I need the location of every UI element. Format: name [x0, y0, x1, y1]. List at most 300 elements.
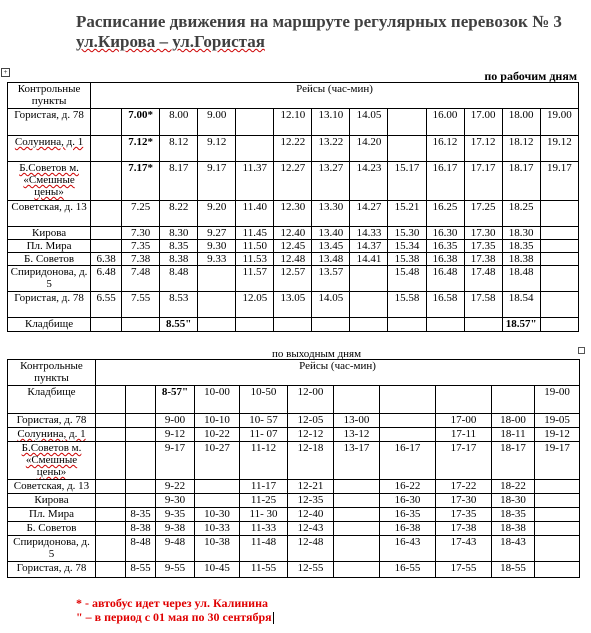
stop-name-cell: [8, 442, 96, 480]
time-cell: 7.25: [122, 201, 160, 227]
time-cell: 9.00: [198, 109, 236, 136]
table-row: [8, 494, 580, 508]
time-cell: 9-00: [156, 414, 195, 428]
table-row: [8, 109, 579, 136]
time-cell: 18.35: [502, 240, 540, 253]
stop-name-cell: [8, 508, 96, 522]
time-cell: 16.12: [426, 136, 464, 162]
stop-name: Кладбище: [27, 386, 76, 398]
time-cell: [236, 318, 274, 332]
time-cell: 9-17: [156, 442, 195, 480]
time-cell: 12-40: [288, 508, 334, 522]
title-line-1: Расписание движения на маршруте регулярных перевозок № 3: [76, 12, 562, 31]
time-cell: 16.25: [426, 201, 464, 227]
time-cell: [126, 442, 156, 480]
time-cell: 18-30: [492, 494, 535, 508]
table-row: [8, 428, 580, 442]
time-cell: 8.35: [160, 240, 198, 253]
time-cell: [96, 522, 126, 536]
time-cell: [334, 562, 380, 578]
weekday-caption: по рабочим дням: [484, 69, 577, 83]
time-cell: 14.33: [350, 227, 388, 240]
time-cell: [380, 428, 436, 442]
time-cell: 16.35: [426, 240, 464, 253]
time-cell: [91, 109, 122, 136]
table-row: [8, 522, 580, 536]
time-cell: [195, 494, 240, 508]
time-cell: 15.38: [388, 253, 426, 266]
time-cell: 13.57: [312, 266, 350, 292]
time-cell: 7.12*: [122, 136, 160, 162]
time-cell: 12.22: [274, 136, 312, 162]
time-cell: 9.30: [198, 240, 236, 253]
time-cell: 17-00: [436, 414, 492, 428]
time-cell: [535, 536, 580, 562]
time-cell: 12-35: [288, 494, 334, 508]
weekend-caption: по выходным дням: [272, 348, 362, 360]
table-row: [8, 292, 579, 318]
time-cell: 17-30: [436, 494, 492, 508]
time-cell: [91, 201, 122, 227]
time-cell: 11.50: [236, 240, 274, 253]
time-cell: [380, 414, 436, 428]
time-cell: [126, 480, 156, 494]
table-resize-handle-icon[interactable]: [578, 347, 585, 354]
time-cell: [350, 266, 388, 292]
time-cell: 17.30: [464, 227, 502, 240]
time-cell: 17.48: [464, 266, 502, 292]
table-row: [8, 562, 580, 578]
time-cell: 18-35: [492, 508, 535, 522]
table-row: [8, 414, 580, 428]
stop-name-cell: [8, 522, 96, 536]
time-cell: [126, 494, 156, 508]
time-cell: [334, 522, 380, 536]
time-cell: [388, 136, 426, 162]
time-cell: [126, 386, 156, 414]
time-cell: 19-12: [535, 428, 580, 442]
time-cell: [334, 508, 380, 522]
time-cell: [540, 227, 578, 240]
stop-name-cell: [8, 480, 96, 494]
time-cell: 12-43: [288, 522, 334, 536]
time-cell: 16-55: [380, 562, 436, 578]
time-cell: [198, 318, 236, 332]
time-cell: 7.30: [122, 227, 160, 240]
footnote-quote-text: " – в период с 01 мая по 30 сентября: [76, 610, 272, 624]
time-cell: [198, 292, 236, 318]
time-cell: 13.30: [312, 201, 350, 227]
time-cell: [96, 442, 126, 480]
time-cell: 13.27: [312, 162, 350, 201]
time-cell: 18-11: [492, 428, 535, 442]
time-cell: 11-12: [240, 442, 288, 480]
table-row: [8, 227, 579, 240]
stop-name: Спиридонова, д. 5: [13, 536, 90, 560]
footnote-quote: [76, 610, 274, 625]
time-cell: 17-38: [436, 522, 492, 536]
time-cell: 18.00: [502, 109, 540, 136]
time-cell: 7.17*: [122, 162, 160, 201]
stop-name: Гористая, д. 78: [14, 292, 84, 304]
time-cell: 7.00*: [122, 109, 160, 136]
time-cell: 17.17: [464, 162, 502, 201]
time-cell: 18.12: [502, 136, 540, 162]
stop-name-cell: [8, 240, 91, 253]
time-cell: [91, 227, 122, 240]
stop-name: Гористая, д. 78: [16, 414, 87, 426]
time-cell: 8.30: [160, 227, 198, 240]
time-cell: 14.23: [350, 162, 388, 201]
time-cell: 19.00: [540, 109, 578, 136]
stop-name-cell: [8, 536, 96, 562]
time-cell: [195, 480, 240, 494]
time-cell: 11.40: [236, 201, 274, 227]
table-row: [8, 480, 580, 494]
time-cell: [96, 386, 126, 414]
stop-name-cell: [8, 414, 96, 428]
stop-name-cell: [8, 494, 96, 508]
table-row: [8, 162, 579, 201]
table-row: [8, 536, 580, 562]
time-cell: 18-43: [492, 536, 535, 562]
header-trips: Рейсы (час-мин): [96, 360, 580, 386]
time-cell: [91, 318, 122, 332]
weekday-schedule-table: [7, 82, 579, 332]
time-cell: 16.17: [426, 162, 464, 201]
time-cell: 19.12: [540, 136, 578, 162]
time-cell: 9.12: [198, 136, 236, 162]
time-cell: 18-55: [492, 562, 535, 578]
time-cell: 7.48: [122, 266, 160, 292]
time-cell: 18.54: [502, 292, 540, 318]
time-cell: 7.35: [122, 240, 160, 253]
table-row: [8, 386, 580, 414]
time-cell: 10-33: [195, 522, 240, 536]
time-cell: 8.17: [160, 162, 198, 201]
time-cell: 12.05: [236, 292, 274, 318]
time-cell: 17-11: [436, 428, 492, 442]
time-cell: 12-18: [288, 442, 334, 480]
time-cell: 12.57: [274, 266, 312, 292]
time-cell: [380, 386, 436, 414]
time-cell: [91, 240, 122, 253]
table-row: [8, 266, 579, 292]
stop-name-cell: [8, 292, 91, 318]
time-cell: 12.27: [274, 162, 312, 201]
time-cell: [426, 318, 464, 332]
stop-name: Пл. Мира: [29, 508, 74, 520]
time-cell: [350, 292, 388, 318]
time-cell: 8-38: [126, 522, 156, 536]
time-cell: 13.40: [312, 227, 350, 240]
time-cell: 9-30: [156, 494, 195, 508]
time-cell: 16.00: [426, 109, 464, 136]
time-cell: 17-55: [436, 562, 492, 578]
time-cell: [540, 318, 578, 332]
time-cell: 11- 07: [240, 428, 288, 442]
time-cell: 14.37: [350, 240, 388, 253]
time-cell: 13.48: [312, 253, 350, 266]
time-cell: [535, 508, 580, 522]
stop-name: Кирова: [31, 227, 67, 239]
time-cell: 9-38: [156, 522, 195, 536]
title-line-2: ул.Кирова – ул.Гористая: [76, 32, 265, 51]
time-cell: 15.30: [388, 227, 426, 240]
stop-name: Солунина, д. 1: [14, 136, 84, 148]
stop-name: Советская, д. 13: [13, 480, 90, 492]
time-cell: 17-35: [436, 508, 492, 522]
time-cell: [535, 562, 580, 578]
time-cell: 15.21: [388, 201, 426, 227]
time-cell: 11-48: [240, 536, 288, 562]
time-cell: 13.22: [312, 136, 350, 162]
time-cell: 11-25: [240, 494, 288, 508]
time-cell: 12.10: [274, 109, 312, 136]
stop-name-cell: [8, 162, 91, 201]
time-cell: 14.05: [312, 292, 350, 318]
stop-name-cell: [8, 109, 91, 136]
time-cell: [236, 136, 274, 162]
time-cell: 18.48: [502, 266, 540, 292]
time-cell: 18-17: [492, 442, 535, 480]
time-cell: 9.20: [198, 201, 236, 227]
time-cell: [312, 318, 350, 332]
time-cell: 13-12: [334, 428, 380, 442]
time-cell: 15.17: [388, 162, 426, 201]
time-cell: 16-30: [380, 494, 436, 508]
time-cell: 9-35: [156, 508, 195, 522]
footnote-asterisk: * - автобус идет через ул. Калинина: [76, 596, 269, 610]
time-cell: [96, 428, 126, 442]
time-cell: 18-38: [492, 522, 535, 536]
stop-name-cell: [8, 428, 96, 442]
time-cell: 16.38: [426, 253, 464, 266]
time-cell: [492, 386, 535, 414]
time-cell: [96, 480, 126, 494]
time-cell: 16-38: [380, 522, 436, 536]
time-cell: [535, 494, 580, 508]
time-cell: 12-21: [288, 480, 334, 494]
stop-name-cell: [8, 227, 91, 240]
time-cell: 14.05: [350, 109, 388, 136]
stop-name: Кладбище: [24, 318, 74, 330]
time-cell: 11.53: [236, 253, 274, 266]
stop-name-cell: [8, 318, 91, 332]
time-cell: 9.33: [198, 253, 236, 266]
time-cell: 10-10: [195, 414, 240, 428]
time-cell: [535, 480, 580, 494]
table-row: [8, 201, 579, 227]
time-cell: [334, 386, 380, 414]
time-cell: 8-57": [156, 386, 195, 414]
time-cell: 13.45: [312, 240, 350, 253]
time-cell: [96, 562, 126, 578]
table-row: [8, 136, 579, 162]
time-cell: 19.17: [540, 162, 578, 201]
time-cell: 13-00: [334, 414, 380, 428]
time-cell: [334, 480, 380, 494]
time-cell: 12.40: [274, 227, 312, 240]
time-cell: 10-45: [195, 562, 240, 578]
time-cell: 17.38: [464, 253, 502, 266]
time-cell: 9-48: [156, 536, 195, 562]
time-cell: 12-12: [288, 428, 334, 442]
stop-name: Гористая, д. 78: [14, 109, 84, 121]
time-cell: 16-22: [380, 480, 436, 494]
time-cell: 16.30: [426, 227, 464, 240]
time-cell: 15.48: [388, 266, 426, 292]
time-cell: 17.58: [464, 292, 502, 318]
time-cell: 19-00: [535, 386, 580, 414]
table-row: [8, 318, 579, 332]
stop-name: Пл. Мира: [26, 240, 72, 252]
time-cell: 9-55: [156, 562, 195, 578]
time-cell: [540, 253, 578, 266]
stop-name: Гористая, д. 78: [16, 562, 87, 574]
time-cell: [540, 201, 578, 227]
time-cell: 17-43: [436, 536, 492, 562]
time-cell: [540, 266, 578, 292]
time-cell: 14.27: [350, 201, 388, 227]
time-cell: [350, 318, 388, 332]
time-cell: [91, 162, 122, 201]
time-cell: [122, 318, 160, 332]
time-cell: 12-05: [288, 414, 334, 428]
time-cell: 9.27: [198, 227, 236, 240]
time-cell: 17-17: [436, 442, 492, 480]
time-cell: 8.00: [160, 109, 198, 136]
time-cell: 10-22: [195, 428, 240, 442]
time-cell: [96, 494, 126, 508]
stop-name-cell: [8, 201, 91, 227]
time-cell: 10-27: [195, 442, 240, 480]
stop-name: Б. Советов: [26, 522, 77, 534]
time-cell: 9.17: [198, 162, 236, 201]
stop-name: Кирова: [34, 494, 69, 506]
table-row: [8, 508, 580, 522]
time-cell: [388, 318, 426, 332]
time-cell: 18.30: [502, 227, 540, 240]
time-cell: 13.05: [274, 292, 312, 318]
table-row: [8, 253, 579, 266]
stop-name-cell: [8, 386, 96, 414]
time-cell: [96, 536, 126, 562]
time-cell: 17.00: [464, 109, 502, 136]
weekend-schedule-table: [7, 359, 580, 578]
time-cell: 10-30: [195, 508, 240, 522]
time-cell: 18.17: [502, 162, 540, 201]
time-cell: [236, 109, 274, 136]
time-cell: [540, 240, 578, 253]
stop-name: Б.Советов м. «Смешные цены»: [21, 442, 82, 478]
time-cell: 8.53: [160, 292, 198, 318]
time-cell: [96, 414, 126, 428]
time-cell: 12.48: [274, 253, 312, 266]
time-cell: [388, 109, 426, 136]
time-cell: 19-05: [535, 414, 580, 428]
time-cell: [464, 318, 502, 332]
time-cell: [198, 266, 236, 292]
time-cell: 8.12: [160, 136, 198, 162]
time-cell: [126, 428, 156, 442]
time-cell: 8-48: [126, 536, 156, 562]
time-cell: 16-43: [380, 536, 436, 562]
time-cell: [274, 318, 312, 332]
stop-name: Советская, д. 13: [11, 201, 87, 213]
time-cell: 6.48: [91, 266, 122, 292]
time-cell: 9-22: [156, 480, 195, 494]
time-cell: 10-50: [240, 386, 288, 414]
time-cell: 14.20: [350, 136, 388, 162]
time-cell: 12-55: [288, 562, 334, 578]
time-cell: 7.55: [122, 292, 160, 318]
time-cell: 16.58: [426, 292, 464, 318]
time-cell: [436, 386, 492, 414]
time-cell: [535, 522, 580, 536]
time-cell: 9-12: [156, 428, 195, 442]
time-cell: 12-48: [288, 536, 334, 562]
time-cell: [96, 508, 126, 522]
time-cell: [334, 536, 380, 562]
time-cell: 16.48: [426, 266, 464, 292]
page-title: [76, 12, 576, 52]
stop-name-cell: [8, 266, 91, 292]
table-move-handle-icon[interactable]: +: [1, 68, 10, 77]
time-cell: 18.25: [502, 201, 540, 227]
table-row: [8, 240, 579, 253]
stop-name-cell: [8, 253, 91, 266]
time-cell: 7.38: [122, 253, 160, 266]
table-row: [8, 442, 580, 480]
time-cell: 6.55: [91, 292, 122, 318]
time-cell: 16-35: [380, 508, 436, 522]
header-stops: Контрольные пункты: [8, 360, 96, 386]
time-cell: 11-33: [240, 522, 288, 536]
stop-name-cell: [8, 136, 91, 162]
time-cell: 18.38: [502, 253, 540, 266]
time-cell: 13.10: [312, 109, 350, 136]
time-cell: 8.48: [160, 266, 198, 292]
time-cell: 15.58: [388, 292, 426, 318]
stop-name: Солунина, д. 1: [17, 428, 86, 440]
time-cell: 12.45: [274, 240, 312, 253]
time-cell: 16-17: [380, 442, 436, 480]
time-cell: 8-55: [126, 562, 156, 578]
time-cell: 17-22: [436, 480, 492, 494]
stop-name: Б. Советов: [24, 253, 75, 265]
time-cell: 18.57": [502, 318, 540, 332]
time-cell: 10-38: [195, 536, 240, 562]
header-stops: Контрольные пункты: [8, 83, 91, 109]
time-cell: 18-22: [492, 480, 535, 494]
time-cell: 11-17: [240, 480, 288, 494]
stop-name: Б.Советов м. «Смешные цены»: [19, 162, 79, 198]
time-cell: 12-00: [288, 386, 334, 414]
time-cell: 11.57: [236, 266, 274, 292]
time-cell: 17.12: [464, 136, 502, 162]
time-cell: 11.37: [236, 162, 274, 201]
time-cell: [334, 494, 380, 508]
time-cell: 17.35: [464, 240, 502, 253]
time-cell: 11- 30: [240, 508, 288, 522]
time-cell: 11.45: [236, 227, 274, 240]
time-cell: 13-17: [334, 442, 380, 480]
header-trips: Рейсы (час-мин): [91, 83, 579, 109]
time-cell: 8.22: [160, 201, 198, 227]
stop-name: Спиридонова, д. 5: [10, 266, 88, 290]
time-cell: 8.38: [160, 253, 198, 266]
